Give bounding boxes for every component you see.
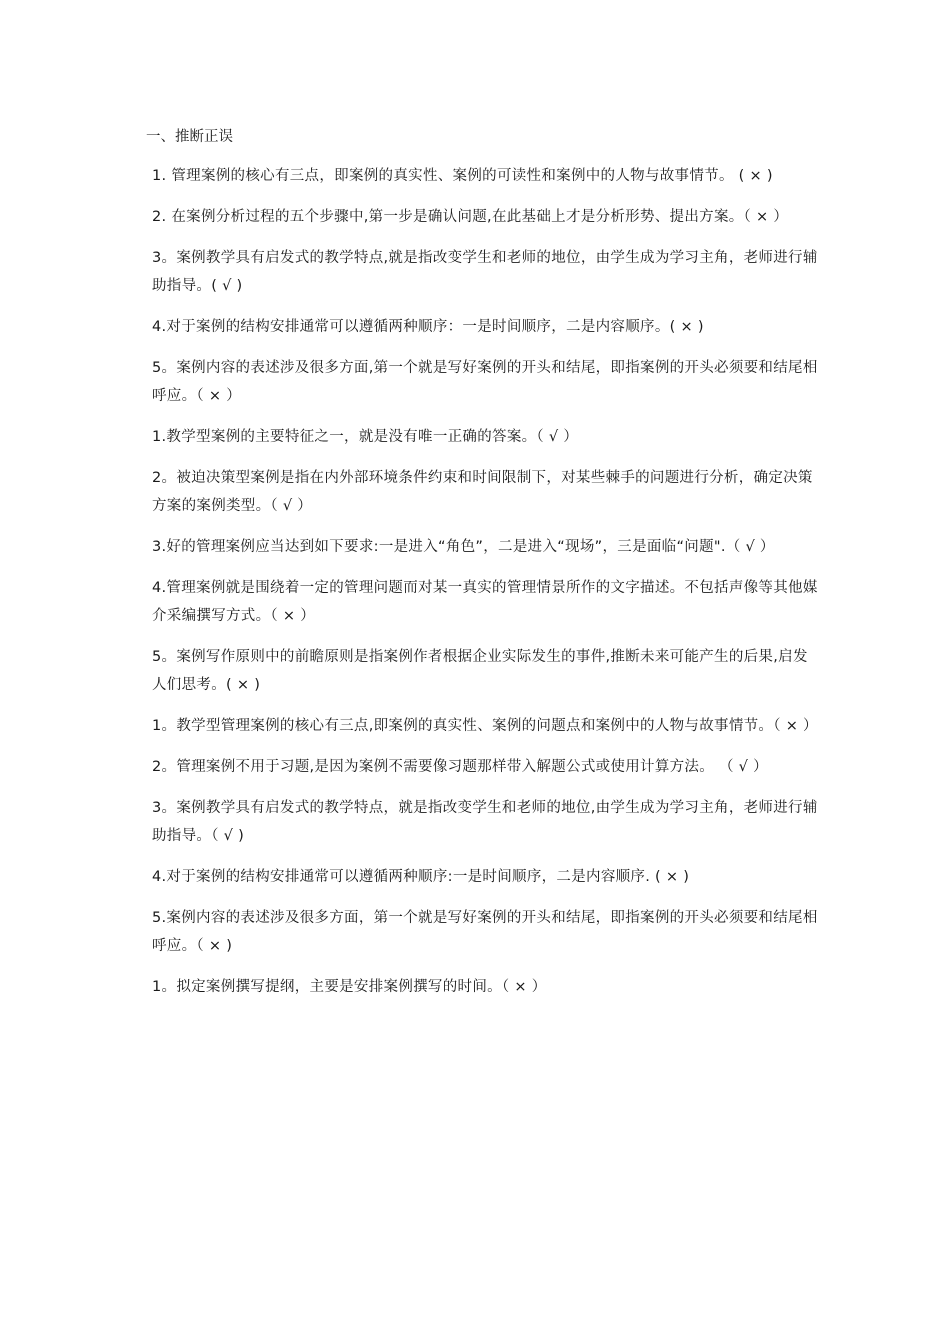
question-item: 4.对于案例的结构安排通常可以遵循两种顺序:一是时间顺序，二是内容顺序. ( × ) — [152, 869, 690, 885]
question-item: 5.案例内容的表述涉及很多方面，第一个就是写好案例的开头和结尾，即指案例的开头必须要和结尾相呼应。（ × ) — [152, 910, 818, 954]
question-item: 2。被迫决策型案例是指在内外部环境条件约束和时间限制下，对某些棘手的问题进行分析，确定决策方案的案例类型。（ √ ） — [152, 470, 813, 514]
question-item: 3。案例教学具有启发式的教学特点,就是指改变学生和老师的地位，由学生成为学习主角，老师进行辅助指导。( √ ) — [152, 250, 818, 294]
document-body — [146, 126, 818, 1001]
question-item: 3。案例教学具有启发式的教学特点，就是指改变学生和老师的地位,由学生成为学习主角，老师进行辅助指导。（ √ ) — [152, 800, 818, 844]
question-item: 3.好的管理案例应当达到如下要求:一是进入“角色”，二是进入“现场”，三是面临“问题".（ √ ） — [152, 539, 775, 555]
question-item: 1.教学型案例的主要特征之一，就是没有唯一正确的答案。（ √ ） — [152, 429, 579, 445]
section-heading: 一、推断正误 — [146, 129, 233, 145]
question-item: 5。案例写作原则中的前瞻原则是指案例作者根据企业实际发生的事件,推断未来可能产生的后果,启发人们思考。( × ) — [152, 649, 808, 693]
question-item: 1. 管理案例的核心有三点，即案例的真实性、案例的可读性和案例中的人物与故事情节。 ( × ) — [152, 168, 773, 184]
question-item: 2。管理案例不用于习题,是因为案例不需要像习题那样带入解题公式或使用计算方法。 （ √ ） — [152, 759, 768, 775]
question-item: 1。拟定案例撰写提纲，主要是安排案例撰写的时间。（ × ） — [152, 979, 547, 995]
question-item: 4.管理案例就是围绕着一定的管理问题而对某一真实的管理情景所作的文字描述。不包括声像等其他媒介采编撰写方式。（ × ） — [152, 580, 818, 624]
question-item: 2. 在案例分析过程的五个步骤中,第一步是确认问题,在此基础上才是分析形势、提出方案。（ × ） — [152, 209, 789, 225]
question-item: 5。案例内容的表述涉及很多方面,第一个就是写好案例的开头和结尾，即指案例的开头必须要和结尾相呼应。（ × ） — [152, 360, 818, 404]
question-item: 1。教学型管理案例的核心有三点,即案例的真实性、案例的问题点和案例中的人物与故事情节。（ × ） — [152, 718, 818, 734]
question-item: 4.对于案例的结构安排通常可以遵循两种顺序：一是时间顺序，二是内容顺序。( × ) — [152, 319, 704, 335]
